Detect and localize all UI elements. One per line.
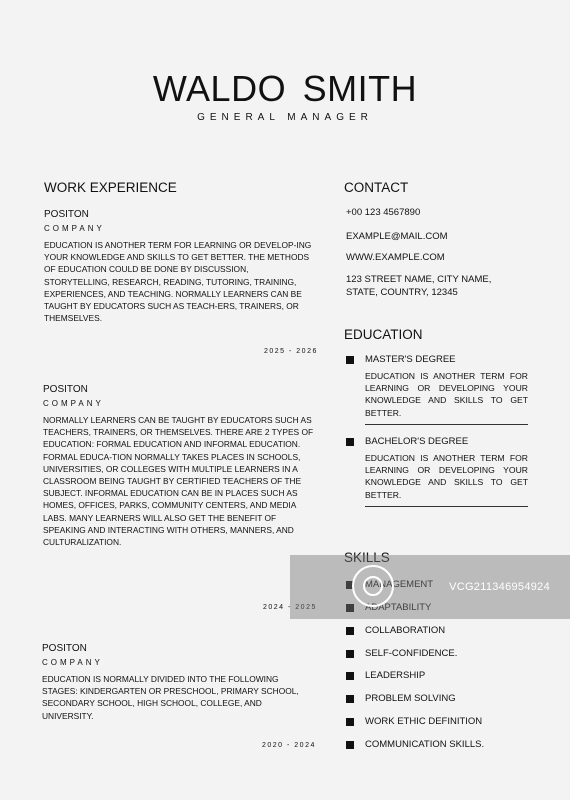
skills-title: SKILLS [344,550,390,565]
skill-item: PROBLEM SOLVING [346,693,456,704]
skill-item: COMMUNICATION SKILLS. [346,739,484,750]
job-description: EDUCATION IS NORMALLY DIVIDED INTO THE FOLLOWING STAGES: KINDERGARTEN OR PRESCHOOL, PRIMARY SCHOOL, SECONDARY SCHOOL, HIGH SCHOOL, COLLEGE, AND UNIVERSITY. [42,674,299,721]
divider [365,506,528,507]
job-company: COMPANY [42,658,103,667]
education-degree: MASTER'S DEGREE [365,354,456,365]
square-bullet-icon [346,356,354,364]
job-dates-1: 2025 - 2026 [264,348,318,355]
contact-address-line1: 123 STREET NAME, CITY NAME, [346,274,492,285]
job-dates-2: 2024 - 2025 [263,604,317,611]
contact-address-line2: STATE, COUNTRY, 12345 [346,287,458,298]
education-item-1 [346,354,528,425]
divider [365,424,528,425]
education-degree: BACHELOR'S DEGREE [365,436,469,447]
job-position: POSITON [44,209,89,220]
job-entry-2 [43,384,315,548]
contact-phone: +00 123 4567890 [346,207,421,218]
skill-item: SELF-CONFIDENCE. [346,648,457,659]
job-entry-3 [42,643,314,722]
job-description: NORMALLY LEARNERS CAN BE TAUGHT BY EDUCATORS SUCH AS TEACHERS, TRAINERS, OR THEMSELVES. THERE ARE 2 TYPES OF EDUCATION: FORMAL EDUCATION AND INFORMAL EDUCATION. FORMAL EDUCA-TION NORMALLY TAKES PLACES IN SCHOOLS, UNIVERSITIES, OR COLLEGES WITH MULTIPLE LEARNERS IN A CLASSROOM BEING TAUGHT BY CERTIFIED TEACHERS OF THE SUBJECT. INFORMAL EDUCATION CAN BE IN PLACES SUCH AS HOMES, OFFICES, PARKS, COMMUNITY CENTERS, AND MEDIA LABS. MANY LEARNERS WILL ALSO GET THE BENEFIT OF SPEAKING AND INTERACTING WITH OTHERS, MANNERS, AND CULTURALIZATION. [43,415,314,548]
watermark-banner [290,555,570,619]
job-entry-1 [44,209,316,324]
skill-item: ADAPTABILITY [346,602,431,613]
skill-item: LEADERSHIP [346,670,425,681]
skill-item: MANAGEMENT [346,579,433,590]
job-company: COMPANY [43,399,104,408]
job-position: POSITON [42,643,87,654]
square-bullet-icon [346,695,354,703]
watermark-text: VCG211346954924 [449,581,550,593]
skill-item: COLLABORATION [346,625,445,636]
square-bullet-icon [346,627,354,635]
skill-item: WORK ETHIC DEFINITION [346,716,482,727]
education-title: EDUCATION [344,327,423,342]
square-bullet-icon [346,650,354,658]
education-description: EDUCATION IS ANOTHER TERM FOR LEARNING OR DEVELOPING YOUR KNOWLEDGE AND SKILLS TO GET BETTER. [365,453,528,500]
candidate-name: WALDO SMITH [152,68,418,109]
square-bullet-icon [346,672,354,680]
education-description: EDUCATION IS ANOTHER TERM FOR LEARNING OR DEVELOPING YOUR KNOWLEDGE AND SKILLS TO GET BETTER. [365,371,528,418]
candidate-role: GENERAL MANAGER [197,112,373,123]
job-description: EDUCATION IS ANOTHER TERM FOR LEARNING OR DEVELOP-ING YOUR KNOWLEDGE AND SKILLS TO GET BETTER. THE METHODS OF EDUCATION COULD BE DONE BY DISCUSSION, STORYTELLING, RESEARCH, READING, TUTORING, TRAINING, EXPERIENCES, AND TEACHING. NORMALLY LEARNERS CAN BE TAUGHT BY EDUCATORS SUCH AS TEACH-ERS, TRAINERS, OR THEMSELVES. [44,240,312,324]
contact-email: EXAMPLE@MAIL.COM [346,231,448,242]
square-bullet-icon [346,718,354,726]
contact-website: WWW.EXAMPLE.COM [346,252,445,263]
square-bullet-icon [346,438,354,446]
job-position: POSITON [43,384,88,395]
job-dates-3: 2020 - 2024 [262,742,316,749]
vcg-logo-icon [352,565,394,607]
work-experience-title: WORK EXPERIENCE [44,180,177,195]
job-company: COMPANY [44,224,105,233]
education-item-2 [346,436,528,507]
contact-title: CONTACT [344,180,409,195]
square-bullet-icon [346,741,354,749]
